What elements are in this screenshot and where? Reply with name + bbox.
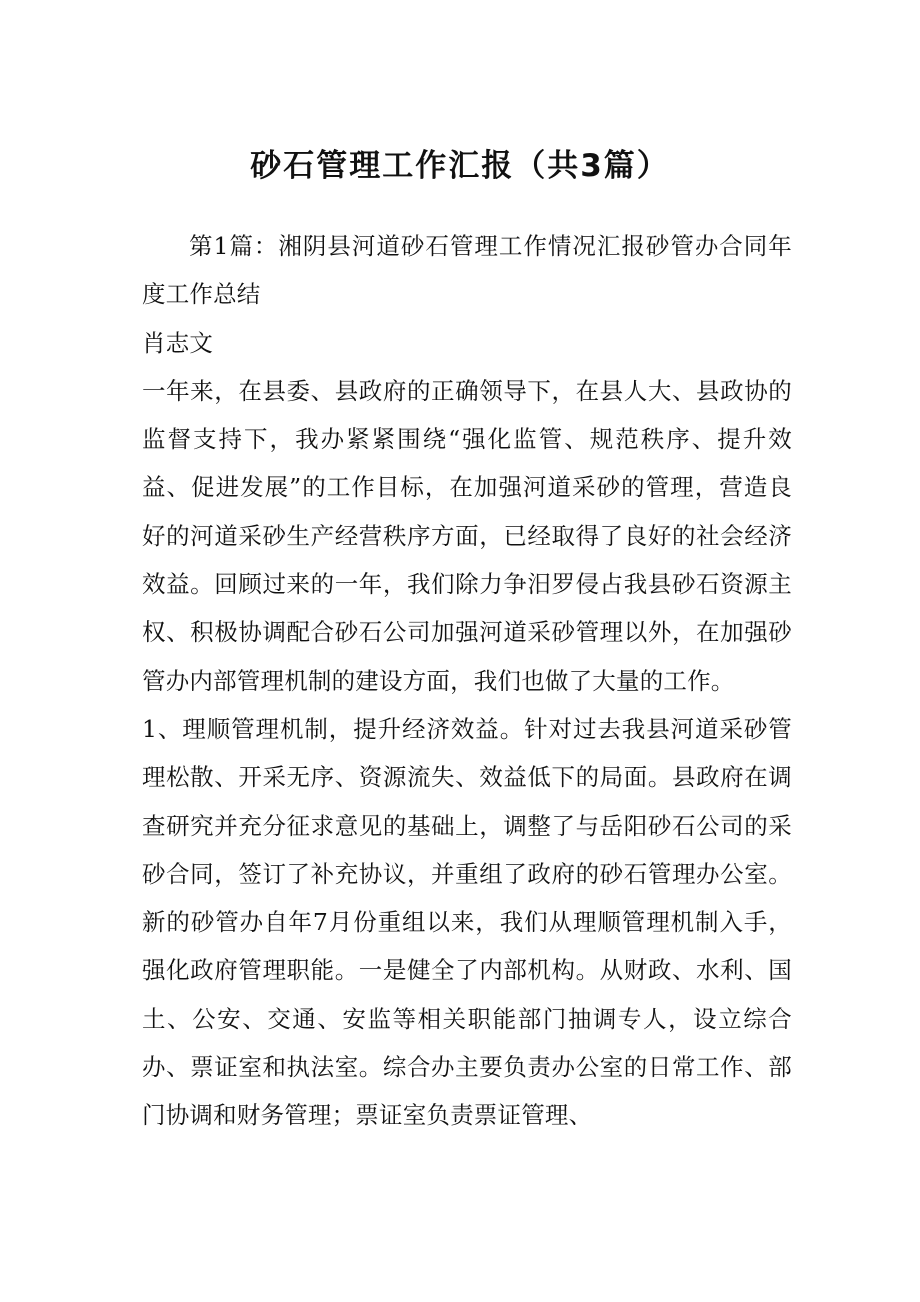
section-heading: 第1篇：湘阴县河道砂石管理工作情况汇报砂管办合同年度工作总结 — [142, 232, 792, 309]
document-title: 砂石管理工作汇报（共3篇） — [250, 148, 670, 184]
author-name: 肖志文 — [142, 328, 214, 357]
paragraph-item-1: 1、理顺管理机制，提升经济效益。针对过去我县河道采砂管理松散、开采无序、资源流失、效益低下的局面。县政府在调查研究并充分征求意见的基础上，调整了与岳阳砂石公司的采砂合同，签订了补充协议，并重组了政府的砂石管理办公室。新的砂管办自年7月份重组以来，我们从理顺管理机制入手，强化政府管理职能。一是健全了内部机构。从财政、水利、国土、公安、交通、安监等相关职能部门抽调专人，设立综合办、票证室和执法室。综合办主要负责办公室的日常工作、部门协调和财务管理；票证室负责票证管理、 — [142, 714, 792, 1130]
document-body — [142, 222, 792, 1140]
paragraph-intro: 一年来，在县委、县政府的正确领导下，在县人大、县政协的监督支持下，我办紧紧围绕“强化监管、规范秩序、提升效益、促进发展”的工作目标，在加强河道采砂的管理，营造良好的河道采砂生产经营秩序方面，已经取得了良好的社会经济效益。回顾过来的一年，我们除力争汨罗侵占我县砂石资源主权、积极协调配合砂石公司加强河道采砂管理以外，在加强砂管办内部管理机制的建设方面，我们也做了大量的工作。 — [142, 376, 792, 695]
